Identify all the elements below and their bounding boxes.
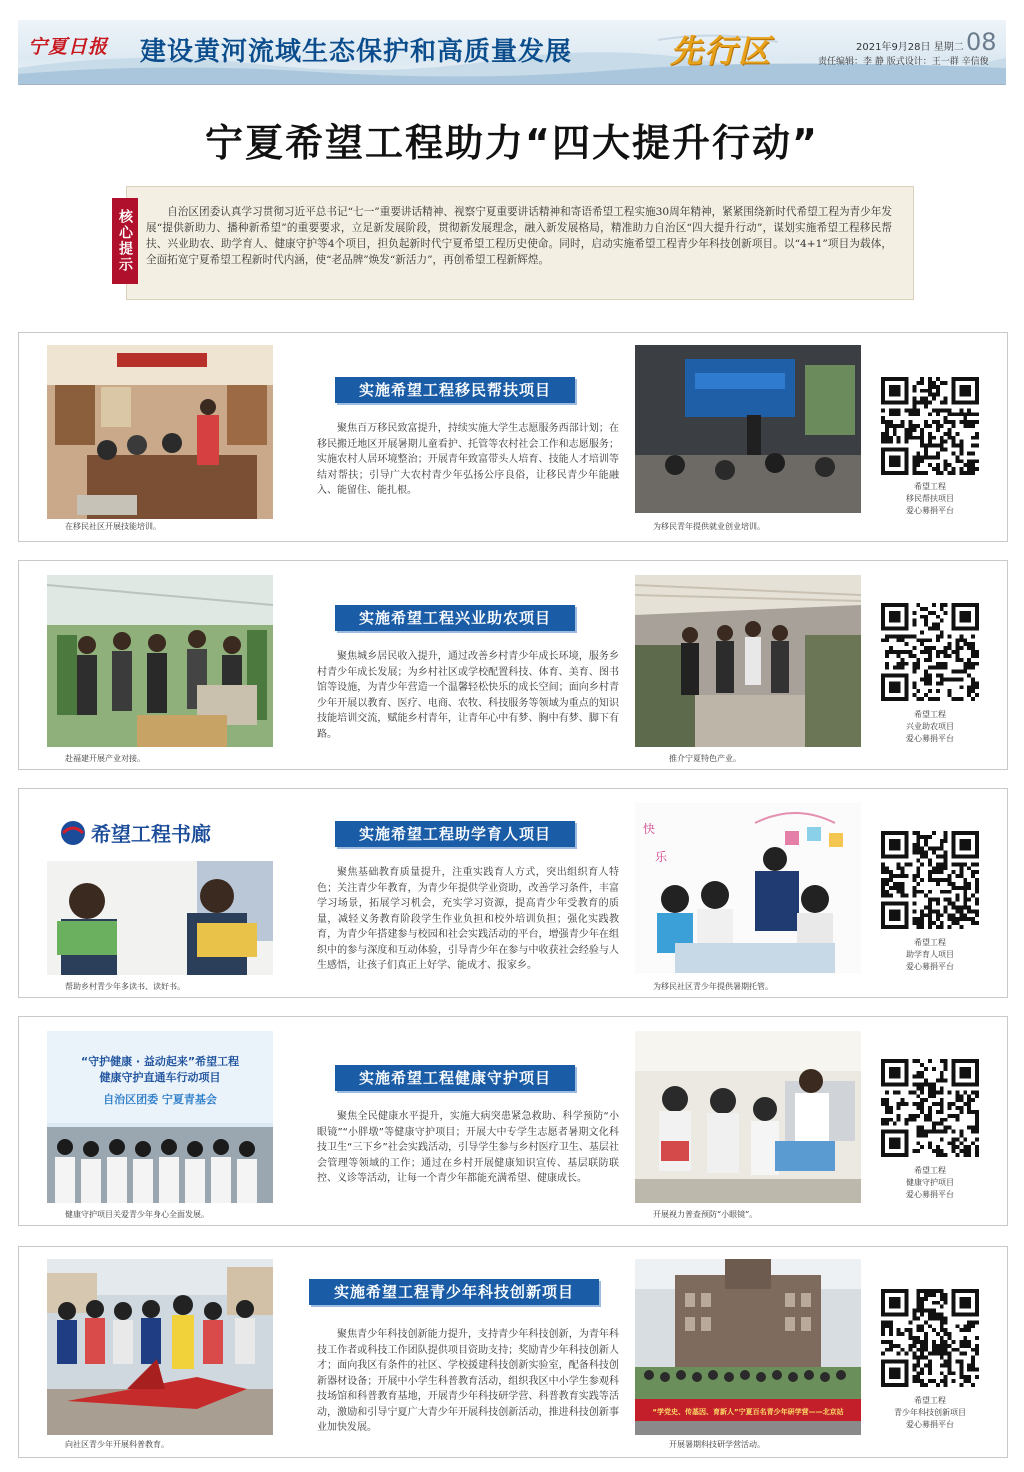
qr-label-line: 兴业助农项目	[906, 722, 954, 731]
photo-caption: 健康守护项目关爱青少年身心全面发展。	[65, 1210, 209, 1219]
qr-label-line: 移民帮扶项目	[906, 494, 954, 503]
project-body: 聚焦百万移民致富提升，持续实施大学生志愿服务西部计划；在移民搬迁地区开展暑期儿童看护、托管等农村社会工作和志愿服务；实施农村人居环境整治；开展青年致富带头人培育、技能人才培训等结对帮扶；引导广大农村青少年弘扬公序良俗，让移民青少年能融入、能留住、能扎根。	[317, 423, 619, 496]
page-number: 08	[966, 28, 997, 56]
page-headline: 宁夏希望工程助力“四大提升行动”	[205, 121, 819, 165]
qr-label	[870, 481, 990, 517]
photo-skills-training	[47, 345, 273, 519]
qr-label-line: 健康守护项目	[906, 1178, 954, 1187]
svg-text:乐: 乐	[655, 850, 668, 864]
photo-study-camp	[635, 1259, 861, 1435]
banner-text: “学党史、传基因、育新人”宁夏百名青少年研学营——北京站	[652, 1408, 844, 1416]
svg-text:快: 快	[643, 822, 656, 836]
qr-label	[870, 937, 990, 973]
qr-label-line: 希望工程	[914, 938, 946, 947]
qr-label-line: 希望工程	[914, 482, 946, 491]
photo-employment-training	[635, 345, 861, 513]
project-body: 聚焦基础教育质量提升，注重实践育人方式，突出组织育人特色；关注青少年教育，为青少年提供学业资助，改善学习条件，丰富学习场景，拓展学习机会，充实学习资源，提高青少年受教育的质量，减轻义务教育阶段学生作业负担和校外培训负担；强化实践教育，为青少年搭建参与校园和社会实践活动的平台，增强青少年在组织中的参与深度和互动体验，引导青少年在参与中收获社会经验与人生感悟，让孩子们真正上好学、能成才、报家乡。	[317, 867, 619, 971]
qr-code[interactable]	[881, 1059, 979, 1157]
photo-caption: 在移民社区开展技能培训。	[65, 522, 161, 531]
photo-fujian-visit	[47, 575, 273, 747]
project-panel-education	[18, 788, 1008, 998]
masthead	[18, 20, 1006, 85]
qr-label-line: 助学育人项目	[906, 950, 954, 959]
photo-caption: 开展暑期科技研学营活动。	[669, 1440, 765, 1449]
photo-caption: 向社区青少年开展科普教育。	[65, 1440, 169, 1449]
banner-text-line: 健康守护直通车行动项目	[99, 1071, 221, 1084]
photo-health-event	[47, 1031, 273, 1203]
issue-date: 2021年9月28日 星期二	[856, 42, 964, 53]
qr-label-line: 希望工程	[914, 1396, 946, 1405]
photo-vision-check	[635, 1031, 861, 1203]
qr-code[interactable]	[881, 603, 979, 701]
project-panel-agriculture	[18, 560, 1008, 770]
photo-caption: 帮助乡村青少年多读书、读好书。	[65, 982, 185, 991]
project-panel-technology	[18, 1246, 1008, 1458]
project-title: 实施希望工程健康守护项目	[335, 1065, 575, 1091]
qr-label-line: 希望工程	[914, 1166, 946, 1175]
qr-label-line: 爱心募捐平台	[906, 1190, 954, 1199]
photo-caption: 为移民青年提供就业创业培训。	[653, 522, 765, 531]
qr-label	[870, 1165, 990, 1201]
qr-label-line: 青少年科技创新项目	[894, 1408, 966, 1417]
qr-code[interactable]	[881, 377, 979, 475]
editor-credits: 责任编辑：李 静 版式设计：王一群 辛信俊	[818, 57, 989, 67]
section-banner-zone: 先行区	[670, 32, 773, 70]
project-body: 聚焦城乡居民收入提升，通过改善乡村青少年成长环境，服务乡村青少年成长发展；为乡村社区或学校配置科技、体育、美育、图书馆等设施，为青少年营造一个温馨轻松快乐的成长空间；面向乡村青少年开展以教育、医疗、电商、农牧、科技服务等领域为重点的知识技能培训交流，赋能乡村青年，让青年心中有梦、胸中有梦、脚下有路。	[317, 651, 619, 740]
project-panel-health	[18, 1016, 1008, 1226]
project-title: 实施希望工程兴业助农项目	[335, 605, 575, 631]
qr-label-line: 爱心募捐平台	[906, 962, 954, 971]
project-title: 实施希望工程移民帮扶项目	[335, 377, 575, 403]
photo-summer-care	[635, 803, 861, 973]
project-body: 聚焦青少年科技创新能力提升，支持青少年科技创新，为青年科技工作者或科技工作团队提供项目资助支持；奖励青少年科技创新人才；面向我区有条件的社区、学校援建科技创新实验室，配备科技创新器材设备；开展中小学生科普教育活动，组织我区中小学生参观科技场馆和科普教育基地，开展青少年科技研学营、科普教育实践等活动，激励和引导宁夏广大青少年开展科技创新活动，推进科技创新事业加快发展。	[317, 1329, 619, 1433]
photo-caption: 推介宁夏特色产业。	[669, 754, 741, 763]
qr-label	[870, 1395, 990, 1431]
qr-label-line: 爱心募捐平台	[906, 734, 954, 743]
photo-science-education	[47, 1259, 273, 1435]
newspaper-logo: 宁夏日报	[28, 36, 109, 58]
project-title: 实施希望工程青少年科技创新项目	[309, 1279, 599, 1305]
photo-reading-children	[47, 801, 273, 975]
banner-text-line: 自治区团委 宁夏青基会	[103, 1093, 217, 1106]
project-title: 实施希望工程助学育人项目	[335, 821, 575, 847]
qr-label-line: 爱心募捐平台	[906, 1420, 954, 1429]
project-panel-relocation	[18, 332, 1008, 542]
photo-caption: 开展视力普查预防“小眼镜”。	[653, 1210, 758, 1219]
photo-ningxia-industry	[635, 575, 861, 747]
photo-caption: 为移民社区青少年提供暑期托管。	[653, 982, 773, 991]
qr-label	[870, 709, 990, 745]
section-banner-title: 建设黄河流域生态保护和高质量发展	[140, 37, 573, 67]
qr-label-line: 希望工程	[914, 710, 946, 719]
qr-code[interactable]	[881, 1289, 979, 1387]
banner-text-line: “守护健康 · 益动起来”希望工程	[80, 1055, 240, 1068]
core-summary-tag: 核心提示	[112, 198, 138, 284]
photo-caption: 赴福建开展产业对接。	[65, 754, 145, 763]
qr-code[interactable]	[881, 831, 979, 929]
qr-label-line: 爱心募捐平台	[906, 506, 954, 515]
core-summary-text: 自治区团委认真学习贯彻习近平总书记“七一”重要讲话精神、视察宁夏重要讲话精神和寄语希望工程实施30周年精神，紧紧围绕新时代希望工程为青少年发展“提供新助力、播种新希望”的重要要求，立足新发展阶段，贯彻新发展理念，融入新发展格局，精准助力自治区“四大提升行动”，谋划实施希望工程移民帮扶、兴业助农、助学育人、健康守护等4个项目，担负起新时代宁夏希望工程历史使命。同时，启动实施希望工程青少年科技创新项目。以“4+1”项目为载体，全面拓宽宁夏希望工程新时代内涵，使“老品牌”焕发“新活力”，再创希望工程新辉煌。	[146, 206, 892, 266]
project-body: 聚焦全民健康水平提升，实施大病突患紧急救助、科学预防“小眼镜”“小胖墩”等健康守护项目；开展大中专学生志愿者暑期文化科技卫生“三下乡”社会实践活动，引导学生参与乡村医疗卫生、基层社会管理等领域的工作；通过在乡村开展健康知识宣传、基层联防联控、义诊等活动，让每一个青少年都能充满希望、健康成长。	[317, 1111, 619, 1184]
banner-text: 希望工程书廊	[91, 822, 211, 846]
